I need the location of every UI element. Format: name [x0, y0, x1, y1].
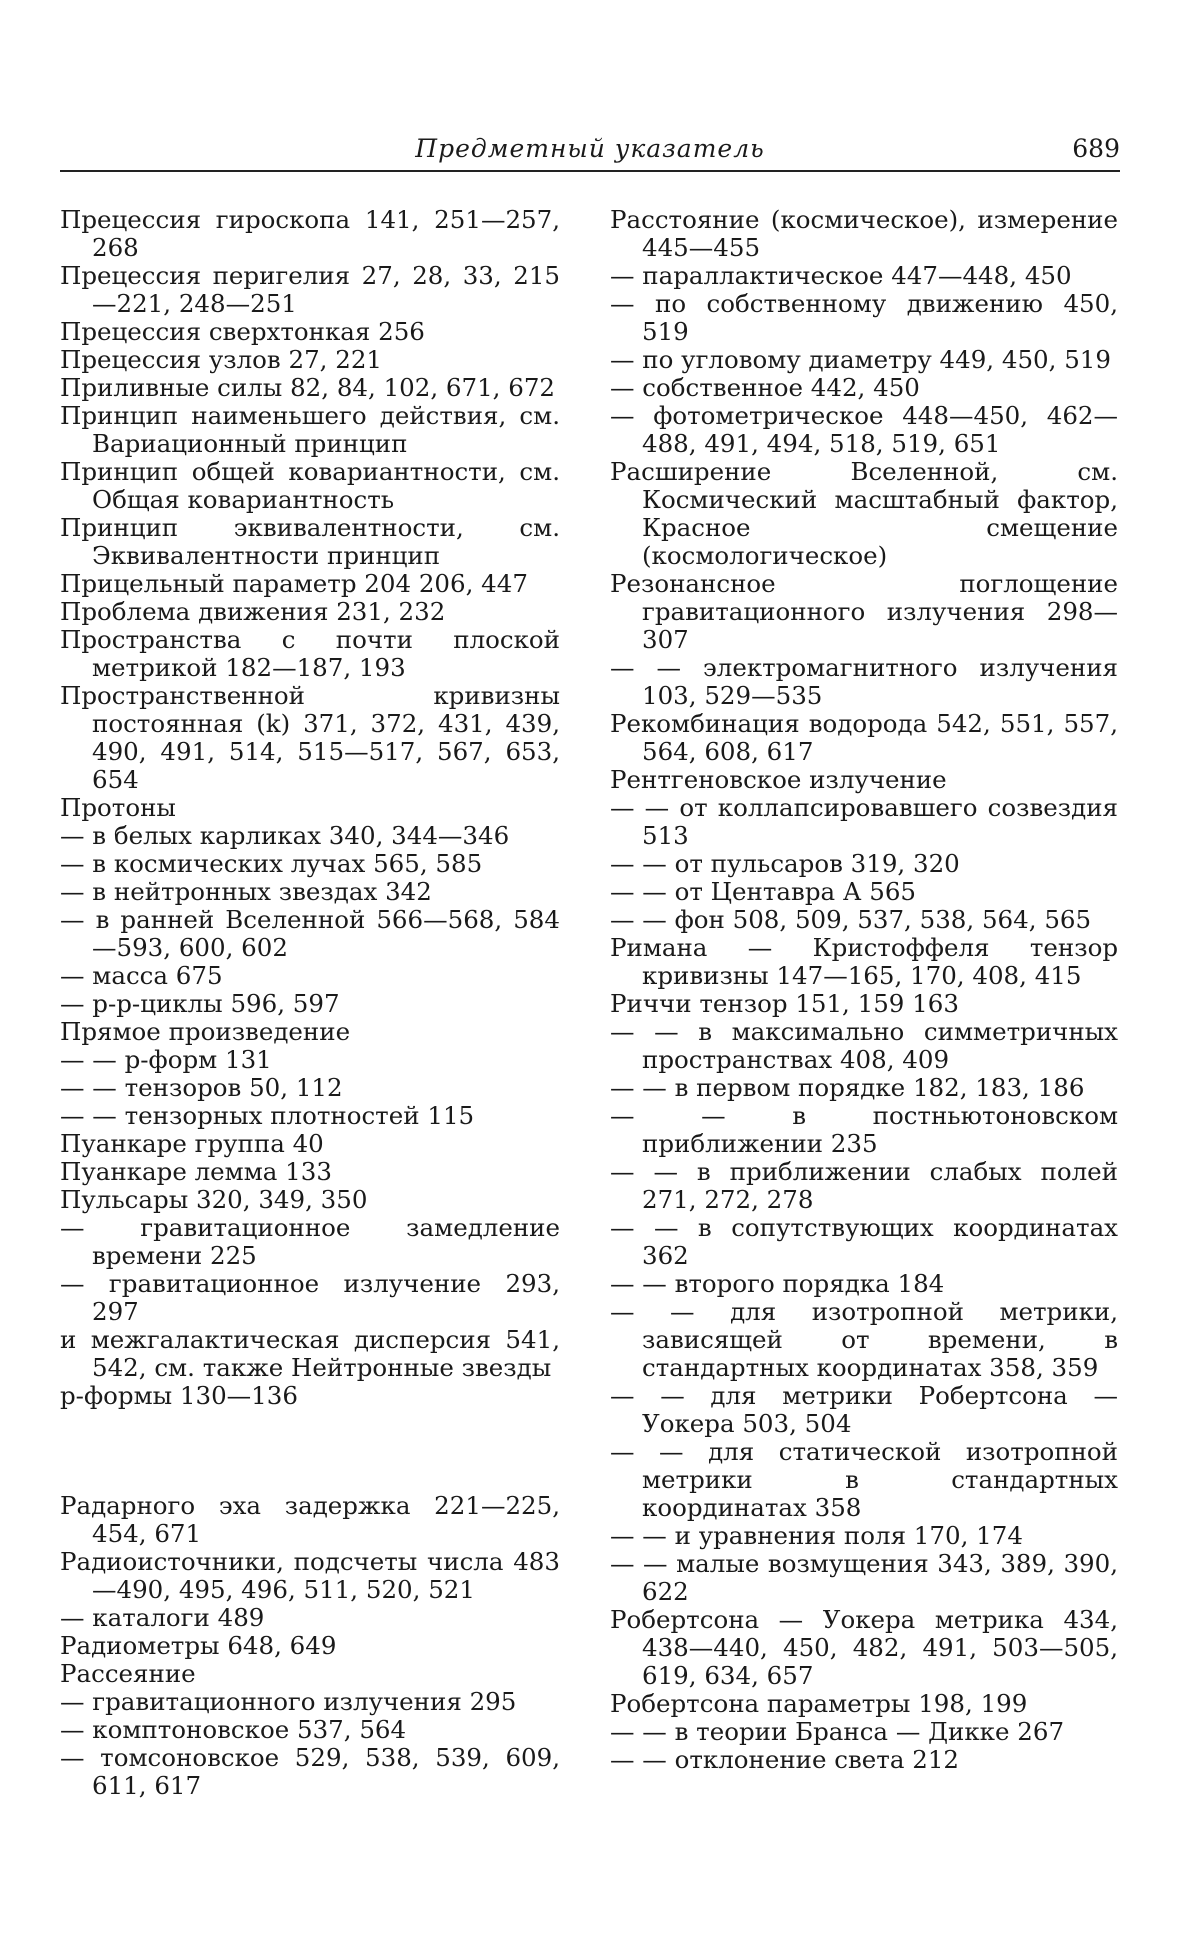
index-entry: — по собственному движению 450, 519 — [610, 289, 1118, 346]
index-entry: Пространственной кривизны постоянная (k) 371, 372, 431, 439, 490, 491, 514, 515—517, 567, 653, 654 — [60, 681, 560, 794]
index-entry: — — второго порядка 184 — [610, 1269, 945, 1298]
index-entry: — по угловому диаметру 449, 450, 519 — [610, 345, 1111, 374]
index-entry: и межгалактическая дисперсия 541, 542, см. также Нейтронные звезды — [60, 1325, 560, 1382]
index-entry: — — от Центавра А 565 — [610, 877, 916, 906]
index-entry: — в белых карликах 340, 344—346 — [60, 821, 510, 850]
index-entry: Рассеяние — [60, 1659, 196, 1688]
index-entry: — в нейтронных звездах 342 — [60, 877, 432, 906]
index-entry: Прямое произведение — [60, 1017, 351, 1046]
index-entry: — — от пульсаров 319, 320 — [610, 849, 960, 878]
index-entry: Радиоисточники, подсчеты числа 483—490, 495, 496, 511, 520, 521 — [60, 1547, 560, 1604]
index-entry: Пуанкаре лемма 133 — [60, 1157, 332, 1186]
index-entry: — — в первом порядке 182, 183, 186 — [610, 1073, 1085, 1102]
index-entry: — — для статической изотропной метрики в стандартных координатах 358 — [610, 1437, 1118, 1522]
index-entry: — — отклонение света 212 — [610, 1745, 960, 1774]
index-entry: Прецессия узлов 27, 221 — [60, 345, 383, 374]
index-entry: Принцип эквивалентности, см. Эквивалентности принцип — [60, 513, 560, 570]
index-entry: Римана — Кристоффеля тензор кривизны 147—165, 170, 408, 415 — [610, 933, 1118, 990]
index-entry: — — малые возмущения 343, 389, 390, 622 — [610, 1549, 1118, 1606]
index-entry: — каталоги 489 — [60, 1603, 265, 1632]
index-entry: Прецессия гироскопа 141, 251—257, 268 — [60, 205, 560, 262]
page-number: 689 — [1072, 134, 1120, 163]
index-entry: p-формы 130—136 — [60, 1381, 298, 1410]
index-entry: — гравитационное излучение 293, 297 — [60, 1269, 560, 1326]
index-entry: — — в максимально симметричных пространствах 408, 409 — [610, 1017, 1118, 1074]
index-entry: Приливные силы 82, 84, 102, 671, 672 — [60, 373, 556, 402]
index-entry: — собственное 442, 450 — [610, 373, 920, 402]
index-entry: — параллактическое 447—448, 450 — [610, 261, 1072, 290]
running-header — [60, 134, 1120, 172]
index-entry: — — электромагнитного излучения 103, 529—535 — [610, 653, 1118, 710]
index-entry: Принцип наименьшего действия, см. Вариационный принцип — [60, 401, 560, 458]
index-entry: — — и уравнения поля 170, 174 — [610, 1521, 1023, 1550]
section-title: Предметный указатель — [415, 134, 765, 163]
index-entry: — в космических лучах 565, 585 — [60, 849, 483, 878]
index-entry: Радиометры 648, 649 — [60, 1631, 337, 1660]
section-gap — [60, 1410, 560, 1492]
index-entry: Рекомбинация водорода 542, 551, 557, 564, 608, 617 — [610, 709, 1118, 766]
index-entry: — в ранней Вселенной 566—568, 584—593, 600, 602 — [60, 905, 560, 962]
index-entry: Расширение Вселенной, см. Космический масштабный фактор, Красное смещение (космологическое) — [610, 457, 1118, 570]
index-entry: Проблема движения 231, 232 — [60, 597, 446, 626]
index-entry: Робертсона параметры 198, 199 — [610, 1689, 1028, 1718]
index-entry: Пульсары 320, 349, 350 — [60, 1185, 368, 1214]
index-entry: Пространства с почти плоской метрикой 182—187, 193 — [60, 625, 560, 682]
index-entry: — — в приближении слабых полей 271, 272, 278 — [610, 1157, 1118, 1214]
index-entry: Риччи тензор 151, 159 163 — [610, 989, 959, 1018]
index-entry: Робертсона — Уокера метрика 434, 438—440, 450, 482, 491, 503—505, 619, 634, 657 — [610, 1605, 1118, 1690]
index-entry: Радарного эха задержка 221—225, 454, 671 — [60, 1491, 560, 1548]
index-entry: — — p-форм 131 — [60, 1045, 272, 1074]
index-entry: — — для изотропной метрики, зависящей от времени, в стандартных координатах 358, 359 — [610, 1297, 1118, 1382]
index-column-left — [60, 206, 560, 1800]
index-entry: Прицельный параметр 204 206, 447 — [60, 569, 528, 598]
index-entry: Расстояние (космическое), измерение 445—455 — [610, 205, 1118, 262]
index-entry: — — от коллапсировавшего созвездия 513 — [610, 793, 1118, 850]
index-entry: — — тензоров 50, 112 — [60, 1073, 343, 1102]
index-entry: — фотометрическое 448—450, 462—488, 491, 494, 518, 519, 651 — [610, 401, 1118, 458]
index-entry: Рентгеновское излучение — [610, 765, 947, 794]
index-entry: Прецессия сверхтонкая 256 — [60, 317, 425, 346]
index-entry: — гравитационного излучения 295 — [60, 1687, 517, 1716]
index-entry: Прецессия перигелия 27, 28, 33, 215—221, 248—251 — [60, 261, 560, 318]
index-entry: — — для метрики Робертсона — Уокера 503, 504 — [610, 1381, 1118, 1438]
index-entry: — томсоновское 529, 538, 539, 609, 611, 617 — [60, 1743, 560, 1800]
index-entry: Резонансное поглощение гравитационного излучения 298—307 — [610, 569, 1118, 654]
index-entry: — p-p-циклы 596, 597 — [60, 989, 340, 1018]
index-entry: — — тензорных плотностей 115 — [60, 1101, 475, 1130]
index-entry: — — фон 508, 509, 537, 538, 564, 565 — [610, 905, 1092, 934]
index-entry: — комптоновское 537, 564 — [60, 1715, 407, 1744]
index-column-right — [610, 206, 1118, 1774]
index-entry: Пуанкаре группа 40 — [60, 1129, 324, 1158]
index-entry: — — в теории Бранса — Дикке 267 — [610, 1717, 1065, 1746]
index-entry: — — в сопутствующих координатах 362 — [610, 1213, 1118, 1270]
index-entry: Принцип общей ковариантности, см. Общая ковариантность — [60, 457, 560, 514]
index-entry: — гравитационное замедление времени 225 — [60, 1213, 560, 1270]
index-entry: — масса 675 — [60, 961, 223, 990]
index-entry: — — в постньютоновском приближении 235 — [610, 1101, 1118, 1158]
index-entry: Протоны — [60, 793, 176, 822]
